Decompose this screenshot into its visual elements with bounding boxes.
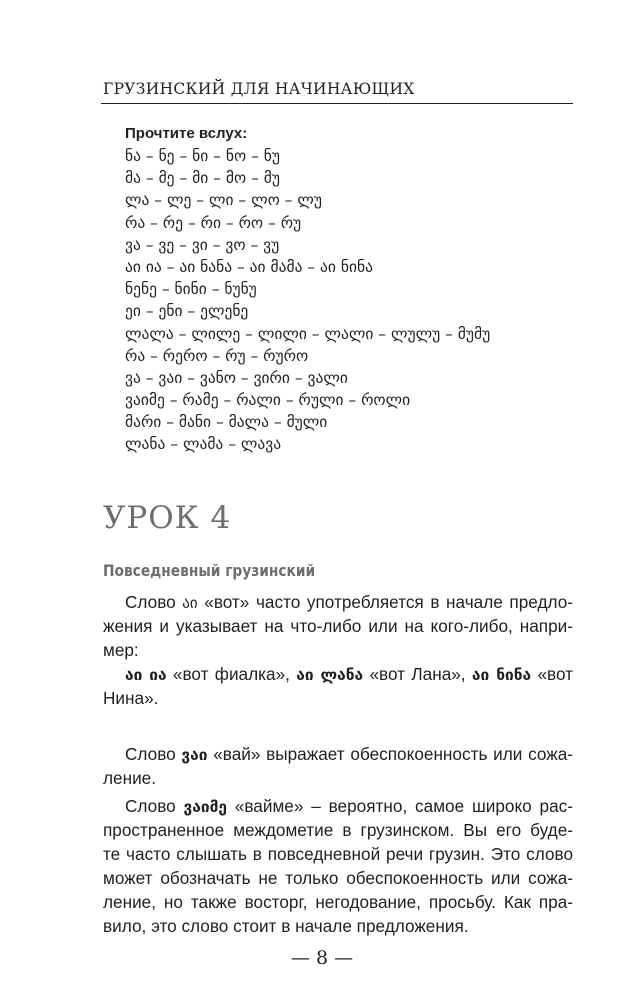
exercise-line: აი ია – აი ნანა – აი მამა – აი ნინა	[125, 257, 373, 276]
text-segment: пространенное междометие в грузинском. Вы его буде-	[103, 820, 573, 840]
page-number: — 8 —	[290, 947, 354, 969]
header-rule	[101, 103, 573, 104]
georgian-example: აი ია	[125, 666, 167, 684]
exercise-line: რა – რერო – რუ – რურო	[125, 346, 309, 365]
exercise-line: ლა – ლე – ლი – ლო – ლუ	[125, 191, 322, 210]
exercise-line: ლალა – ლილე – ლილი – ლალი – ლულუ – მუმუ	[125, 324, 491, 343]
lesson-body	[103, 590, 573, 938]
text-line	[103, 766, 573, 790]
text-segment: «вот» часто употребляется в начале предло-	[197, 592, 573, 612]
text-segment: те часто слышать в повседневной речи грузин. Это слово	[103, 844, 573, 864]
exercise-line: ვაიმე – რამე – რალი – რული – როლი	[125, 391, 411, 410]
georgian-word: აი	[182, 594, 198, 612]
text-line	[103, 614, 573, 638]
georgian-example: აი ნინა	[471, 666, 532, 684]
exercise-title: Прочтите вслух:	[125, 125, 248, 142]
exercise-line: მა – მე – მი – მო – მუ	[125, 169, 280, 188]
text-segment: Слово	[125, 796, 184, 816]
exercise-line: ნენე – ნინი – ნუნუ	[125, 280, 257, 299]
text-segment: «вайме» – вероятно, самое широко рас-	[226, 796, 573, 816]
text-segment: «вот	[531, 664, 574, 684]
exercise-line: ნა – ნე – ნი – ნო – ნუ	[125, 147, 280, 165]
text-segment: вило, это слово стоит в начале предложения.	[103, 916, 469, 936]
text-line	[103, 662, 573, 686]
paragraph-ai	[103, 590, 573, 662]
section-title: Повседневный грузинский	[103, 561, 316, 580]
text-line	[103, 818, 573, 842]
text-segment: ление, но также восторг, негодование, просьбу. Как пра-	[103, 892, 573, 912]
running-head: ГРУЗИНСКИЙ ДЛЯ НАЧИНАЮЩИХ	[103, 80, 415, 98]
georgian-example: ვაი	[181, 746, 208, 764]
text-segment: «вай» выражает обеспокоенность или сожа-	[207, 744, 574, 764]
exercise-line: რა – რე – რი – რო – რუ	[125, 213, 302, 232]
exercise-lines	[125, 145, 490, 456]
text-line	[103, 742, 573, 766]
text-line	[103, 794, 573, 818]
exercise-line: ლანა – ლამა – ლავა	[125, 435, 282, 454]
reading-exercise	[125, 123, 490, 456]
text-segment: «вот Лана»,	[363, 664, 472, 684]
text-line	[103, 638, 573, 662]
text-line	[103, 590, 573, 614]
exercise-line: ვა – ვე – ვი – ვო – ვუ	[125, 235, 280, 254]
exercise-line: ეი – ენი – ელენე	[125, 302, 249, 321]
lesson-title: УРОК 4	[103, 500, 232, 536]
georgian-example: ვაიმე	[183, 798, 227, 816]
text-segment: Слово	[125, 744, 182, 764]
text-segment: «вот фиалка»,	[166, 664, 297, 684]
text-line	[103, 866, 573, 890]
text-line	[103, 842, 573, 866]
text-segment: мер:	[103, 640, 139, 660]
text-line	[103, 890, 573, 914]
exercise-line: ვა – ვაი – ვანო – ვირი – ვალი	[125, 368, 348, 387]
paragraph-vaime	[103, 794, 573, 938]
text-segment: ление.	[103, 768, 157, 788]
text-segment: жения и указывает на что-либо или на кого-либо, напри-	[103, 616, 573, 636]
exercise-line: მარი – მანი – მალა – მული	[125, 413, 328, 432]
text-line	[103, 914, 573, 938]
text-segment: может обозначать не только обеспокоенность или сожа-	[103, 868, 573, 888]
text-line	[103, 686, 573, 710]
text-segment: Слово	[125, 592, 183, 612]
georgian-example: აი ლანა	[296, 666, 364, 684]
paragraph-examples	[103, 662, 573, 710]
paragraph-vai	[103, 742, 573, 790]
text-segment: Нина».	[103, 688, 159, 708]
